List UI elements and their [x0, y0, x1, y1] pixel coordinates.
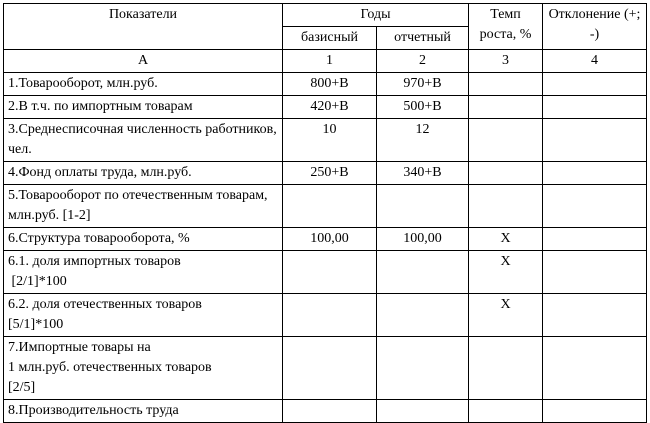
row-label: 4.Фонд оплаты труда, млн.руб. [4, 162, 283, 185]
deviation-value [543, 251, 647, 294]
table-row [4, 185, 647, 228]
header-growth: Темп роста, % [469, 4, 543, 50]
report-value [377, 337, 469, 400]
report-value [377, 294, 469, 337]
growth-value [469, 185, 543, 228]
report-value [377, 185, 469, 228]
row-label-line: 6.2. доля отечественных товаров [8, 297, 202, 312]
row-label: 1.Товарооборот, млн.руб. [4, 73, 283, 96]
base-value: 800+В [283, 73, 377, 96]
base-value [283, 251, 377, 294]
report-value: 970+В [377, 73, 469, 96]
growth-value: Х [469, 251, 543, 294]
deviation-value [543, 119, 647, 162]
growth-value [469, 73, 543, 96]
row-label [4, 337, 283, 400]
base-value [283, 185, 377, 228]
row-label-line: 1 млн.руб. отечественных товаров [8, 360, 212, 375]
code-row [4, 50, 647, 73]
report-value [377, 400, 469, 423]
report-value: 100,00 [377, 228, 469, 251]
deviation-value [543, 73, 647, 96]
report-value: 12 [377, 119, 469, 162]
base-value [283, 294, 377, 337]
base-value: 100,00 [283, 228, 377, 251]
growth-value [469, 337, 543, 400]
row-label-formula: [2/1]*100 [8, 274, 67, 289]
row-label: 2.В т.ч. по импортным товарам [4, 96, 283, 119]
table-row [4, 119, 647, 162]
header-indicators: Показатели [4, 4, 283, 50]
row-label-formula: [2/5] [8, 380, 36, 395]
code-cell: А [4, 50, 283, 73]
header-deviation: Отклонение (+; -) [543, 4, 647, 50]
table-row [4, 337, 647, 400]
table-row [4, 228, 647, 251]
deviation-value [543, 185, 647, 228]
deviation-value [543, 337, 647, 400]
code-cell: 4 [543, 50, 647, 73]
row-label [4, 251, 283, 294]
row-label [4, 294, 283, 337]
row-label-line: 7.Импортные товары на [8, 340, 151, 355]
report-value: 340+В [377, 162, 469, 185]
growth-value: Х [469, 228, 543, 251]
growth-value: Х [469, 294, 543, 337]
table-row [4, 96, 647, 119]
code-cell: 2 [377, 50, 469, 73]
base-value [283, 400, 377, 423]
header-row-1 [4, 4, 647, 27]
row-label: 3.Среднесписочная численность работников, чел. [4, 119, 283, 162]
table-row [4, 251, 647, 294]
code-cell: 3 [469, 50, 543, 73]
growth-value [469, 96, 543, 119]
deviation-value [543, 96, 647, 119]
growth-value [469, 119, 543, 162]
base-value: 420+В [283, 96, 377, 119]
table-row [4, 400, 647, 423]
header-report: отчетный [377, 27, 469, 50]
row-label: 8.Производительность труда [4, 400, 283, 423]
table-row [4, 162, 647, 185]
table-row [4, 73, 647, 96]
row-label-formula: [5/1]*100 [8, 317, 64, 332]
report-value [377, 251, 469, 294]
code-cell: 1 [283, 50, 377, 73]
deviation-value [543, 228, 647, 251]
deviation-value [543, 162, 647, 185]
report-value: 500+В [377, 96, 469, 119]
growth-value [469, 400, 543, 423]
header-years: Годы [283, 4, 469, 27]
row-label: 6.Структура товарооборота, % [4, 228, 283, 251]
base-value [283, 337, 377, 400]
header-base: базисный [283, 27, 377, 50]
row-label-line: 6.1. доля импортных товаров [8, 254, 181, 269]
indicators-table [3, 3, 647, 423]
deviation-value [543, 294, 647, 337]
table-row [4, 294, 647, 337]
base-value: 10 [283, 119, 377, 162]
growth-value [469, 162, 543, 185]
deviation-value [543, 400, 647, 423]
base-value: 250+В [283, 162, 377, 185]
row-label: 5.Товарооборот по отечественным товарам, млн.руб. [1-2] [4, 185, 283, 228]
